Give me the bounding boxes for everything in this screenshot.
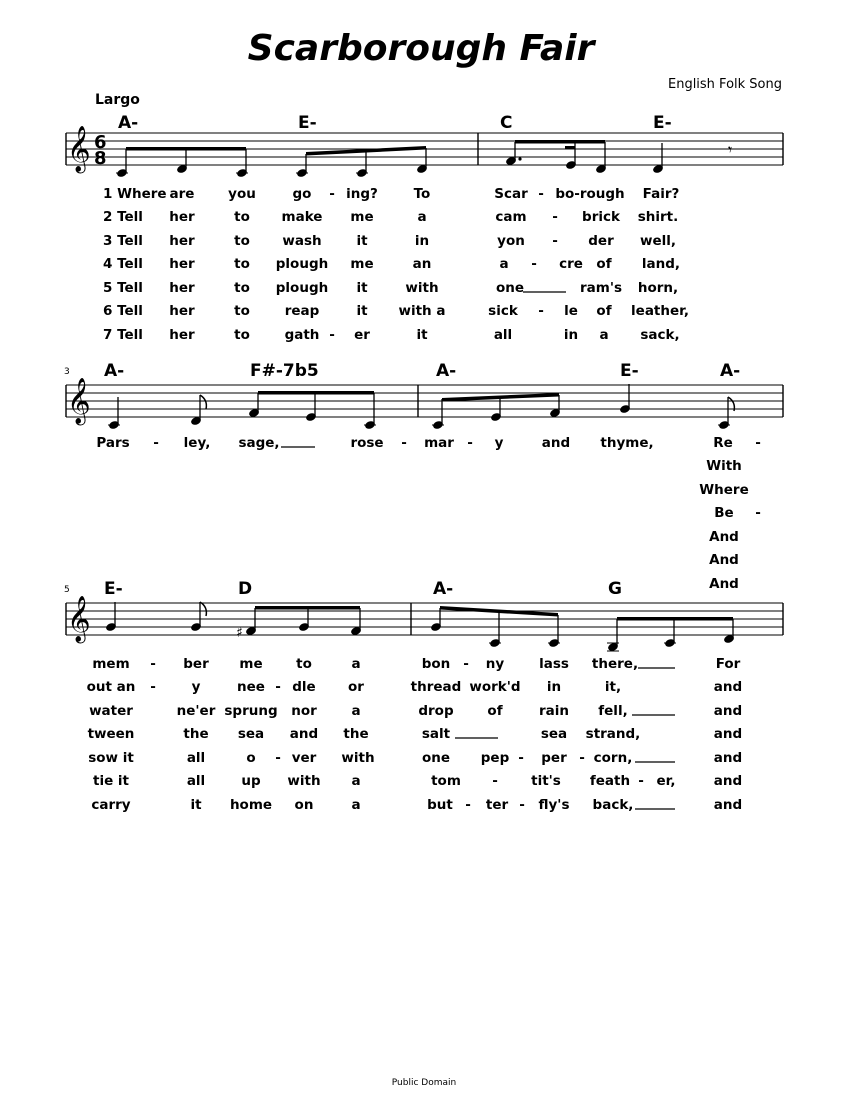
lyric-syllable: me bbox=[350, 256, 374, 272]
lyric-syllable: carry bbox=[91, 797, 131, 813]
lyrics-system-1 bbox=[103, 186, 689, 343]
lyric-syllable: a bbox=[351, 797, 361, 813]
lyric-syllable: the bbox=[183, 726, 209, 742]
lyric-syllable: land, bbox=[641, 256, 681, 272]
time-signature-denominator: 8 bbox=[94, 148, 107, 169]
lyric-syllable: To bbox=[413, 186, 431, 202]
lyric-syllable: 4 Tell bbox=[103, 256, 143, 272]
lyric-syllable: it, bbox=[604, 679, 622, 695]
lyric-syllable: Re bbox=[713, 435, 733, 451]
lyric-syllable: - bbox=[531, 256, 537, 272]
lyric-syllable: - bbox=[755, 505, 761, 521]
lyric-syllable: - bbox=[275, 750, 281, 766]
lyric-syllable: all bbox=[493, 327, 513, 343]
lyric-syllable: 7 Tell bbox=[103, 327, 143, 343]
lyric-syllable: in bbox=[563, 327, 579, 343]
lyric-syllable: thread bbox=[410, 679, 462, 695]
lyric-syllable: ter bbox=[485, 797, 509, 813]
lyric-syllable: ram's bbox=[579, 280, 623, 296]
lyric-syllable: bo-rough bbox=[555, 186, 625, 202]
lyric-syllable: to bbox=[296, 656, 312, 672]
chord-symbol: E- bbox=[298, 113, 317, 133]
lyric-syllable: lass bbox=[539, 656, 569, 672]
lyric-syllable: ber bbox=[183, 656, 209, 672]
lyrics-system-3 bbox=[87, 656, 743, 813]
lyric-syllable: it bbox=[356, 280, 368, 296]
lyric-syllable: drop bbox=[418, 703, 454, 719]
lyric-syllable: it bbox=[356, 233, 368, 249]
lyric-syllable: up bbox=[241, 773, 261, 789]
lyric-syllable: and bbox=[713, 679, 743, 695]
lyric-syllable: it bbox=[356, 303, 368, 319]
lyric-syllable: it bbox=[416, 327, 428, 343]
lyric-syllable: - bbox=[519, 797, 525, 813]
lyric-syllable: or bbox=[348, 679, 364, 695]
lyric-syllable: leather, bbox=[631, 303, 689, 319]
lyric-syllable: y bbox=[191, 679, 201, 695]
chord-symbol: A- bbox=[118, 113, 139, 133]
lyric-syllable: one bbox=[495, 280, 525, 296]
chord-symbol: C bbox=[500, 113, 513, 133]
chord-symbol: G bbox=[608, 579, 622, 599]
lyric-syllable: o bbox=[246, 750, 256, 766]
lyric-syllable: the bbox=[343, 726, 369, 742]
notes-measure-4 bbox=[432, 384, 734, 430]
lyric-syllable: of bbox=[596, 256, 612, 272]
lyric-syllable: - bbox=[463, 656, 469, 672]
lyric-syllable: ley, bbox=[183, 435, 211, 451]
lyric-syllable: are bbox=[169, 186, 195, 202]
time-signature-numerator: 6 bbox=[94, 132, 107, 153]
lyric-syllable: - bbox=[538, 186, 544, 202]
lyric-syllable: rain bbox=[538, 703, 570, 719]
lyric-syllable: mem bbox=[92, 656, 130, 672]
lyric-syllable: rose bbox=[350, 435, 384, 451]
lyric-syllable: fell, bbox=[598, 703, 628, 719]
lyric-syllable: plough bbox=[275, 280, 329, 296]
lyric-syllable: well, bbox=[639, 233, 677, 249]
lyric-syllable: sow it bbox=[88, 750, 134, 766]
staff-2 bbox=[66, 385, 783, 417]
lyric-syllable: er bbox=[354, 327, 370, 343]
lyric-syllable: - bbox=[755, 435, 761, 451]
lyric-syllable: a bbox=[351, 773, 361, 789]
lyric-syllable: - bbox=[579, 750, 585, 766]
lyric-syllable: and bbox=[713, 703, 743, 719]
lyric-syllable: tie it bbox=[92, 773, 130, 789]
lyric-syllable: corn, bbox=[593, 750, 633, 766]
lyric-syllable: her bbox=[169, 280, 195, 296]
lyric-syllable: ver bbox=[291, 750, 317, 766]
lyric-syllable: sick bbox=[488, 303, 518, 319]
lyric-syllable: with bbox=[341, 750, 375, 766]
composer-credit: English Folk Song bbox=[667, 77, 782, 92]
lyric-syllable: it bbox=[190, 797, 202, 813]
lyric-syllable: 2 Tell bbox=[103, 209, 143, 225]
lyric-syllable: Be bbox=[714, 505, 734, 521]
lyric-syllable: of bbox=[596, 303, 612, 319]
lyric-syllable: For bbox=[715, 656, 741, 672]
system-1 bbox=[66, 113, 783, 343]
lyric-syllable: water bbox=[89, 703, 133, 719]
lyric-syllable: ne'er bbox=[176, 703, 216, 719]
lyric-syllable: fly's bbox=[538, 797, 570, 813]
lyric-syllable: with a bbox=[398, 303, 446, 319]
lyric-syllable: - bbox=[275, 679, 281, 695]
lyric-syllable: bon bbox=[421, 656, 451, 672]
lyric-syllable: strand, bbox=[585, 726, 641, 742]
lyric-syllable: shirt. bbox=[637, 209, 679, 225]
song-title: Scarborough Fair bbox=[247, 28, 595, 69]
lyric-syllable: to bbox=[234, 280, 250, 296]
lyric-syllable: - bbox=[467, 435, 473, 451]
lyric-syllable: yon bbox=[497, 233, 525, 249]
lyric-syllable: - bbox=[150, 679, 156, 695]
lyric-syllable: all bbox=[186, 773, 206, 789]
lyric-syllable: thyme, bbox=[600, 435, 654, 451]
lyric-syllable: - bbox=[465, 797, 471, 813]
lyric-syllable: nee bbox=[237, 679, 265, 695]
lyric-syllable: feath bbox=[589, 773, 631, 789]
chord-symbol: E- bbox=[653, 113, 672, 133]
treble-clef-icon: 𝄞 bbox=[67, 378, 91, 424]
lyric-syllable: - bbox=[150, 656, 156, 672]
lyric-syllable: with bbox=[405, 280, 439, 296]
lyric-syllable: cam bbox=[495, 209, 527, 225]
lyric-syllable: - bbox=[538, 303, 544, 319]
lyric-syllable: to bbox=[234, 327, 250, 343]
lyric-syllable: Pars bbox=[96, 435, 130, 451]
lyric-syllable: Scar bbox=[494, 186, 528, 202]
measure-number: 3 bbox=[64, 367, 70, 377]
lyric-syllable: plough bbox=[275, 256, 329, 272]
lyric-syllable: 3 Tell bbox=[103, 233, 143, 249]
lyric-syllable: And bbox=[709, 529, 739, 545]
notes-measure-1 bbox=[116, 146, 428, 178]
lyric-syllable: all bbox=[186, 750, 206, 766]
lyric-syllable: cre bbox=[559, 256, 583, 272]
lyric-syllable: And bbox=[709, 576, 739, 592]
lyric-syllable: with bbox=[287, 773, 321, 789]
chord-symbol: A- bbox=[104, 361, 125, 381]
lyric-syllable: a bbox=[351, 703, 361, 719]
lyric-syllable: - bbox=[329, 327, 335, 343]
lyric-syllable: back, bbox=[592, 797, 634, 813]
lyric-syllable: 5 Tell bbox=[103, 280, 143, 296]
lyric-syllable: - bbox=[552, 209, 558, 225]
lyric-syllable: her bbox=[169, 327, 195, 343]
lyric-syllable: me bbox=[239, 656, 263, 672]
copyright-footer: Public Domain bbox=[391, 1078, 457, 1088]
lyric-syllable: tween bbox=[87, 726, 135, 742]
lyric-syllable: sea bbox=[540, 726, 568, 742]
lyric-syllable: - bbox=[638, 773, 644, 789]
lyric-syllable: in bbox=[546, 679, 562, 695]
lyric-syllable: and bbox=[713, 773, 743, 789]
lyric-syllable: and bbox=[713, 797, 743, 813]
lyric-syllable: dle bbox=[292, 679, 316, 695]
lyric-syllable: to bbox=[234, 233, 250, 249]
lyric-syllable: of bbox=[487, 703, 503, 719]
lyric-syllable: - bbox=[401, 435, 407, 451]
lyric-syllable: and bbox=[713, 750, 743, 766]
lyric-syllable: reap bbox=[284, 303, 320, 319]
lyric-syllable: ing? bbox=[346, 186, 378, 202]
lyric-syllable: out an bbox=[86, 679, 136, 695]
lyric-syllable: Fair? bbox=[642, 186, 680, 202]
lyric-syllable: Where bbox=[699, 482, 749, 498]
lyric-syllable: y bbox=[494, 435, 504, 451]
lyric-syllable: but bbox=[427, 797, 453, 813]
lyric-syllable: - bbox=[153, 435, 159, 451]
lyric-syllable: wash bbox=[282, 233, 322, 249]
lyric-syllable: on bbox=[294, 797, 314, 813]
lyric-syllable: there, bbox=[591, 656, 639, 672]
lyric-syllable: - bbox=[552, 233, 558, 249]
lyric-syllable: der bbox=[588, 233, 614, 249]
lyric-syllable: to bbox=[234, 303, 250, 319]
lyric-syllable: - bbox=[329, 186, 335, 202]
lyric-syllable: her bbox=[169, 303, 195, 319]
lyric-syllable: gath bbox=[284, 327, 320, 343]
lyric-syllable: sea bbox=[237, 726, 265, 742]
lyric-syllable: make bbox=[281, 209, 323, 225]
lyric-syllable: a bbox=[351, 656, 361, 672]
lyric-syllable: And bbox=[709, 552, 739, 568]
chord-symbol: E- bbox=[104, 579, 123, 599]
lyric-syllable: nor bbox=[291, 703, 317, 719]
lyric-syllable: sack, bbox=[640, 327, 680, 343]
lyric-syllable: to bbox=[234, 256, 250, 272]
lyric-syllable: ny bbox=[485, 656, 505, 672]
system-2 bbox=[64, 361, 783, 592]
lyric-syllable: me bbox=[350, 209, 374, 225]
lyrics-system-2 bbox=[96, 435, 760, 592]
chord-symbol: A- bbox=[433, 579, 454, 599]
lyric-syllable: a bbox=[417, 209, 427, 225]
system-3 bbox=[64, 579, 783, 813]
chord-symbol: A- bbox=[436, 361, 457, 381]
chord-symbol: F#-7b5 bbox=[250, 361, 319, 381]
lyric-syllable: her bbox=[169, 256, 195, 272]
lyric-syllable: home bbox=[229, 797, 273, 813]
lyric-syllable: horn, bbox=[637, 280, 679, 296]
lyric-syllable: 6 Tell bbox=[103, 303, 143, 319]
chord-symbol: A- bbox=[720, 361, 741, 381]
lyric-syllable: tom bbox=[431, 773, 461, 789]
lyric-syllable: salt bbox=[421, 726, 451, 742]
lyric-syllable: sprung bbox=[224, 703, 278, 719]
lyric-syllable: With bbox=[706, 458, 742, 474]
lyric-syllable: tit's bbox=[531, 773, 561, 789]
lyric-syllable: 1 Where bbox=[103, 186, 167, 202]
lyric-syllable: and bbox=[289, 726, 319, 742]
lyric-syllable: le bbox=[564, 303, 578, 319]
measure-number: 5 bbox=[64, 585, 70, 595]
lyric-syllable: per bbox=[541, 750, 567, 766]
eighth-rest-icon: 𝄾 bbox=[728, 140, 733, 159]
chord-symbol: D bbox=[238, 579, 253, 599]
lyric-syllable: er, bbox=[656, 773, 676, 789]
lyric-syllable: her bbox=[169, 233, 195, 249]
lyric-syllable: - bbox=[492, 773, 498, 789]
chord-symbol: E- bbox=[620, 361, 639, 381]
tempo-marking: Largo bbox=[95, 92, 140, 108]
lyric-syllable: in bbox=[414, 233, 430, 249]
treble-clef-icon: 𝄞 bbox=[67, 126, 91, 172]
notes-measure-6 bbox=[430, 606, 735, 652]
lyric-syllable: one bbox=[421, 750, 451, 766]
lyric-syllable: pep bbox=[480, 750, 510, 766]
lyric-syllable: work'd bbox=[469, 679, 521, 695]
lyric-syllable: - bbox=[518, 750, 524, 766]
lyric-syllable: sage, bbox=[238, 435, 280, 451]
lyric-syllable: an bbox=[412, 256, 432, 272]
lyric-syllable: a bbox=[599, 327, 609, 343]
lyric-syllable: to bbox=[234, 209, 250, 225]
lyric-syllable: a bbox=[499, 256, 509, 272]
lyric-syllable: her bbox=[169, 209, 195, 225]
treble-clef-icon: 𝄞 bbox=[67, 596, 91, 642]
lyric-syllable: mar bbox=[424, 435, 454, 451]
lyric-syllable: and bbox=[713, 726, 743, 742]
lyric-syllable: brick bbox=[582, 209, 620, 225]
notes-measure-3 bbox=[108, 391, 376, 430]
lyric-syllable: you bbox=[228, 186, 256, 202]
lyric-syllable: and bbox=[541, 435, 571, 451]
lyric-syllable: go bbox=[292, 186, 312, 202]
sharp-icon: ♯ bbox=[236, 625, 243, 641]
